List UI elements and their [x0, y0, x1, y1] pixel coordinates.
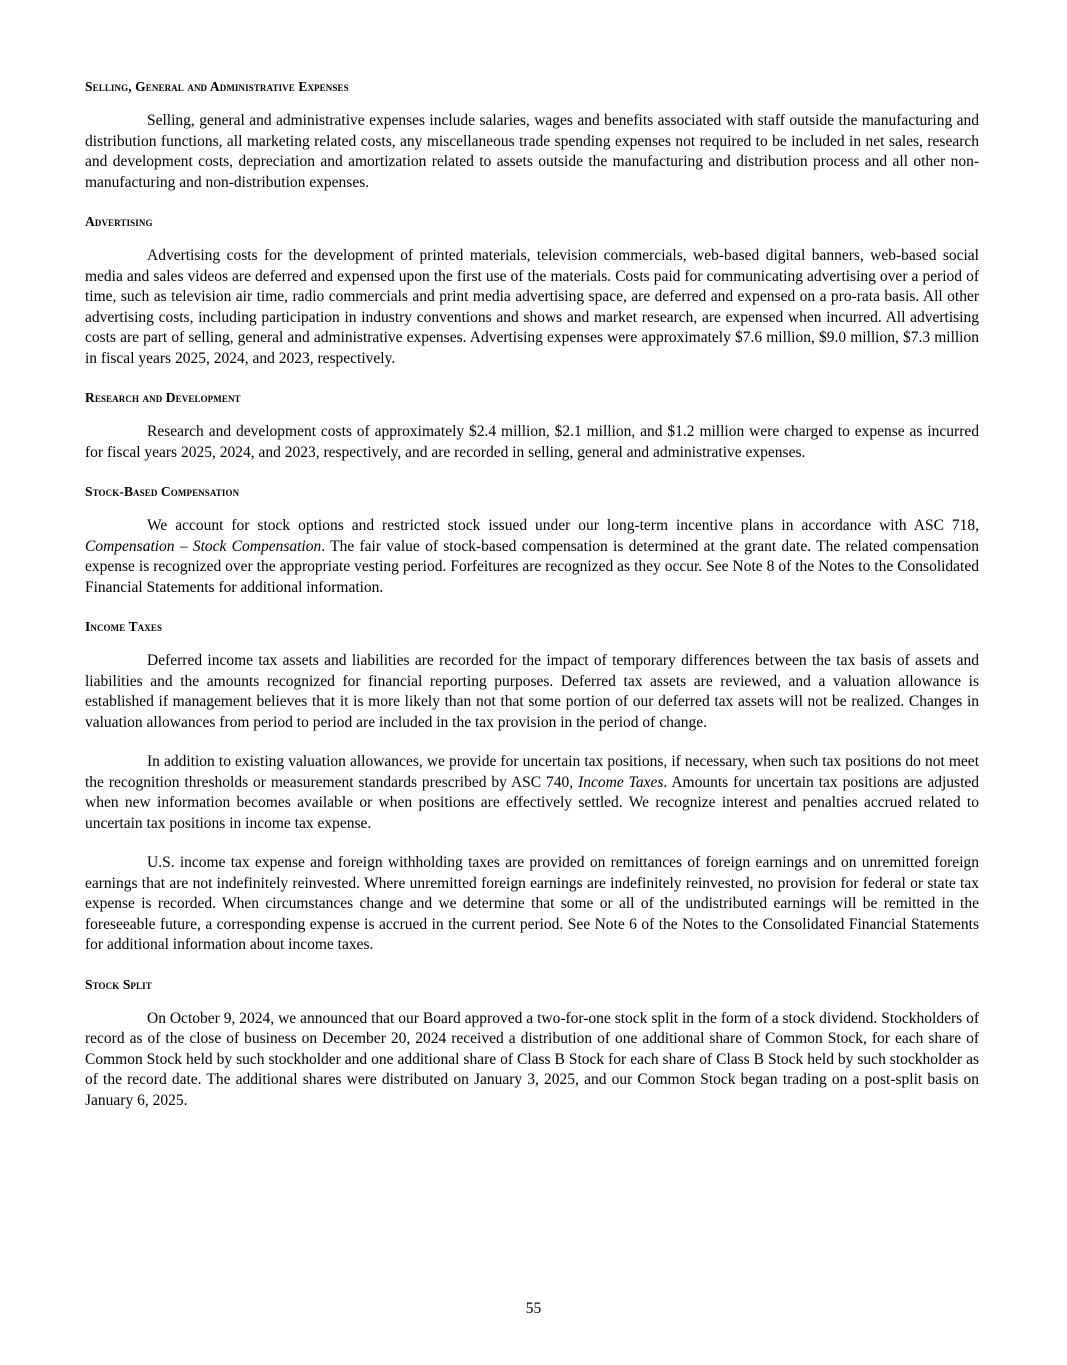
section-heading: Selling, General and Administrative Expenses	[85, 79, 349, 94]
paragraph	[85, 516, 979, 598]
paragraph	[85, 752, 979, 834]
section-research-development	[85, 388, 979, 463]
paragraph-text: . The fair value of stock-based compensation is determined at the grant date. The related compensation expense is recognized over the appropriate vesting period. Forfeitures are recognized as they occur. See Note 8 of the Notes to the Consolidated Financial Statements for additional information.	[85, 537, 979, 596]
section-heading: Stock Split	[85, 976, 152, 992]
paragraph-text: Research and development costs of approximately $2.4 million, $2.1 million, and $1.2 million were charged to expense as incurred for fiscal years 2025, 2024, and 2023, respectively, and are recorded in selling, general and administrative expenses.	[85, 423, 979, 461]
paragraph	[85, 853, 979, 956]
paragraph-citation: Compensation – Stock Compensation	[85, 537, 322, 555]
document-body	[85, 77, 979, 1130]
paragraph	[85, 422, 979, 463]
section-heading: Stock-Based Compensation	[85, 484, 240, 499]
paragraph-text: U.S. income tax expense and foreign withholding taxes are provided on remittances of foreign earnings and on unremitted foreign earnings that are not indefinitely reinvested. Where unremitted foreign earnings are indefinitely reinvested, no provision for federal or state tax expense is recorded. When circumstances change and we determine that some or all of the undistributed earnings will be remitted in the foreseeable future, a corresponding expense is accrued in the current period. See Note 6 of the Notes to the Consolidated Financial Statements for additional information about income taxes.	[85, 854, 979, 953]
paragraph-text: Deferred income tax assets and liabilities are recorded for the impact of temporary differences between the tax basis of assets and liabilities and the amounts recognized for financial reporting purposes. Deferred tax assets are reviewed, and a valuation allowance is established if management believes that it is more likely than not that some portion of our deferred tax assets will not be realized. Changes in valuation allowances from period to period are included in the tax provision in the period of change.	[85, 652, 979, 731]
paragraph-text: Selling, general and administrative expenses include salaries, wages and benefits associated with staff outside the manufacturing and distribution functions, all marketing related costs, any miscellaneous trade spending expenses not required to be included in net sales, research and development costs, depreciation and amortization related to assets outside the manufacturing and distribution process and all other non-manufacturing and non-distribution expenses.	[85, 112, 979, 191]
paragraph-text: On October 9, 2024, we announced that our Board approved a two-for-one stock split in the form of a stock dividend. Stockholders of record as of the close of business on December 20, 2024 received a distribution of one additional share of Common Stock, for each share of Common Stock held by such stockholder and one additional share of Class B Stock for each share of Class B Stock held by such stockholder as of the record date. The additional shares were distributed on January 3, 2025, and our Common Stock began trading on a post-split basis on January 6, 2025.	[85, 1009, 979, 1109]
section-stock-split	[85, 975, 979, 1112]
section-heading: Research and Development	[85, 390, 241, 405]
section-income-taxes	[85, 617, 979, 956]
paragraph-text: We account for stock options and restricted stock issued under our long-term incentive plans in accordance with ASC 718,	[147, 517, 979, 534]
paragraph-text: In addition to existing valuation allowances, we provide for uncertain tax positions, if necessary, when such tax positions do not meet the recognition thresholds or measurement standards prescribed by ASC 740,	[85, 753, 979, 791]
paragraph	[85, 111, 979, 193]
section-heading: Income Taxes	[85, 619, 163, 634]
section-heading: Advertising	[85, 214, 153, 229]
section-advertising	[85, 212, 979, 369]
paragraph	[85, 651, 979, 733]
paragraph-text: . Amounts for uncertain tax positions are adjusted when new information becomes available or when positions are effectively settled. We recognize interest and penalties accrued related to uncertain tax positions in income tax expense.	[85, 773, 980, 832]
page-number: 55	[525, 1300, 542, 1317]
paragraph	[85, 246, 979, 369]
section-sga	[85, 77, 979, 193]
paragraph-text: Advertising costs for the development of printed materials, television commercials, web-based digital banners, web-based social media and sales videos are deferred and expensed upon the first use of the materials. Costs paid for communicating advertising over a period of time, such as television air time, radio commercials and print media advertising space, are deferred and expensed on a pro-rata basis. All other advertising costs, including participation in industry conventions and shows and market research, are expensed when incurred. All advertising costs are part of selling, general and administrative expenses. Advertising expenses were approximately $7.6 million, $9.0 million, $7.3 million in fiscal years 2025, 2024, and 2023, respectively.	[85, 247, 979, 367]
section-stock-based-compensation	[85, 482, 979, 598]
paragraph	[85, 1009, 979, 1112]
paragraph-citation: Income Taxes	[578, 773, 664, 791]
